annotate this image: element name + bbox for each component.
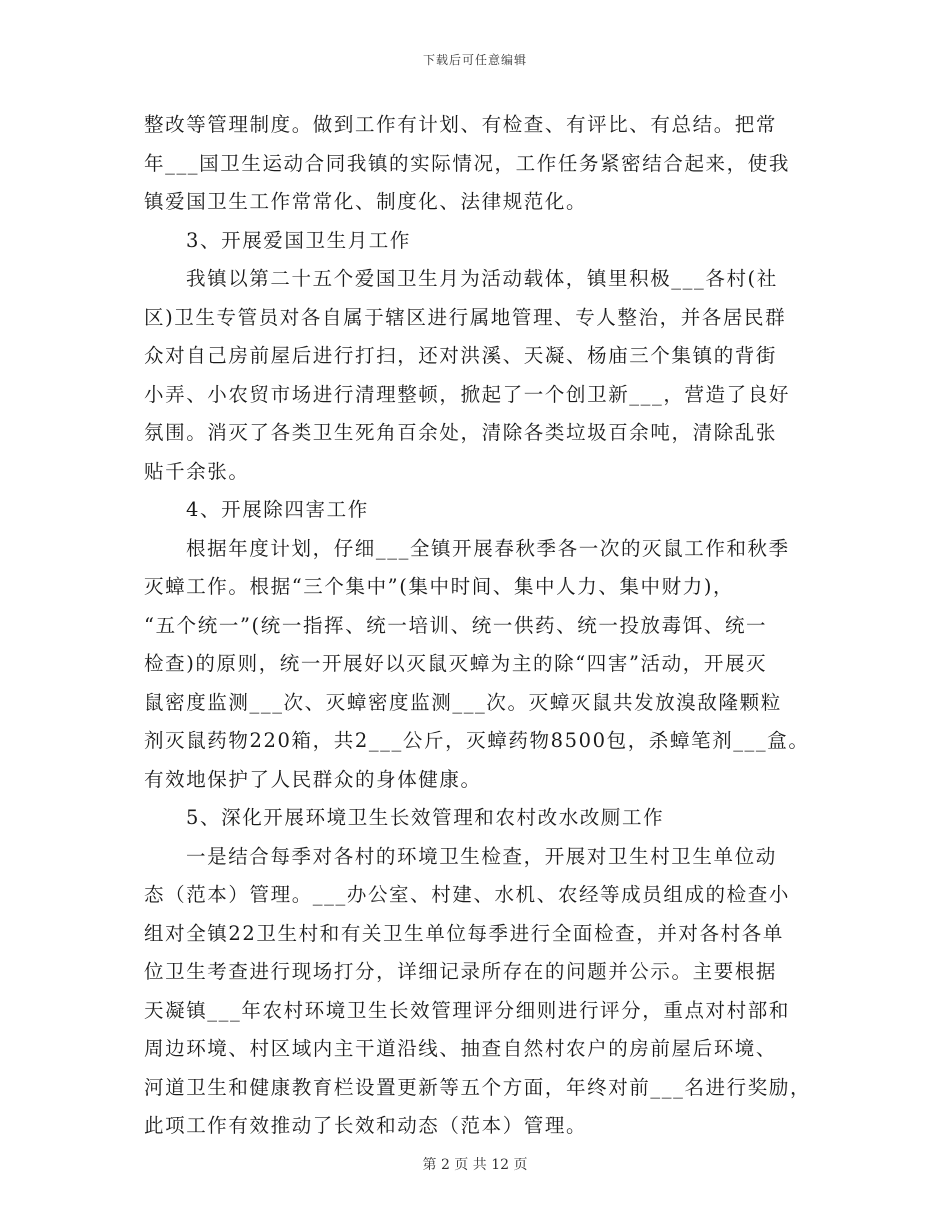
text-line: 小弄、小农贸市场进行清理整顿，掀起了一个创卫新___，营造了良好 xyxy=(144,382,790,406)
text-line: 鼠密度监测___次、灭蟑密度监测___次。灭蟑灭鼠共发放溴敌隆颗粒 xyxy=(144,690,782,714)
text-line: 检查)的原则，统一开展好以灭鼠灭蟑为主的除“四害”活动，开展灭 xyxy=(144,652,768,675)
page-header-note: 下载后可任意编辑 xyxy=(422,53,527,67)
text-line: 众对自己房前屋后进行打扫，还对洪溪、天凝、杨庙三个集镇的背街 xyxy=(144,344,778,367)
text-line: 组对全镇22卫生村和有关卫生单位每季进行全面检查，并对各村各单 xyxy=(144,921,784,945)
text-line: 4、开展除四害工作 xyxy=(186,498,369,521)
text-line: 河道卫生和健康教育栏设置更新等五个方面，年终对前___名进行奖励， xyxy=(144,1075,812,1099)
text-line: 天凝镇___年农村环境卫生长效管理评分细则进行评分，重点对村部和 xyxy=(144,998,790,1022)
text-line: 3、开展爱国卫生月工作 xyxy=(186,228,412,252)
text-line: 灭蟑工作。根据“三个集中”(集中时间、集中人力、集中财力)， xyxy=(144,575,735,598)
text-line: 年___国卫生运动合同我镇的实际情况，工作任务紧密结合起来，使我 xyxy=(144,151,790,175)
text-line: 我镇以第二十五个爱国卫生月为活动载体，镇里积极___各村(社 xyxy=(186,267,778,290)
text-line: 氛围。消灭了各类卫生死角百余处，清除各类垃圾百余吨，清除乱张 xyxy=(144,421,778,444)
text-line: 一是结合每季对各村的环境卫生检查，开展对卫生村卫生单位动 xyxy=(186,844,777,868)
text-line: 5、深化开展环境卫生长效管理和农村改水改厕工作 xyxy=(186,806,665,829)
text-line: 周边环境、村区域内主干道沿线、抽查自然村农户的房前屋后环境、 xyxy=(144,1037,778,1060)
text-line: “五个统一”(统一指挥、统一培训、统一供药、统一投放毒饵、统一 xyxy=(144,613,768,637)
text-line: 位卫生考查进行现场打分，详细记录所存在的问题并公示。主要根据 xyxy=(144,960,778,983)
text-line: 整改等管理制度。做到工作有计划、有检查、有评比、有总结。把常 xyxy=(144,113,778,136)
text-line: 区)卫生专管员对各自属于辖区进行属地管理、专人整治，并各居民群 xyxy=(144,305,787,329)
text-line: 此项工作有效推动了长效和动态（范本）管理。 xyxy=(144,1114,588,1137)
text-line: 态（范本）管理。___办公室、村建、水机、农经等成员组成的检查小 xyxy=(144,883,790,906)
text-line: 根据年度计划，仔细___全镇开展春秋季各一次的灭鼠工作和秋季 xyxy=(186,536,790,560)
text-line: 贴千余张。 xyxy=(144,459,250,483)
text-line: 有效地保护了人民群众的身体健康。 xyxy=(144,767,482,791)
document-body xyxy=(144,106,812,1146)
text-line: 镇爱国卫生工作常常化、制度化、法律规范化。 xyxy=(144,190,588,213)
text-line: 剂灭鼠药物220箱，共2___公斤，灭蟑药物8500包，杀蟑笔剂___盒。 xyxy=(144,729,810,752)
page-number: 第 2 页 共 12 页 xyxy=(422,1157,528,1173)
